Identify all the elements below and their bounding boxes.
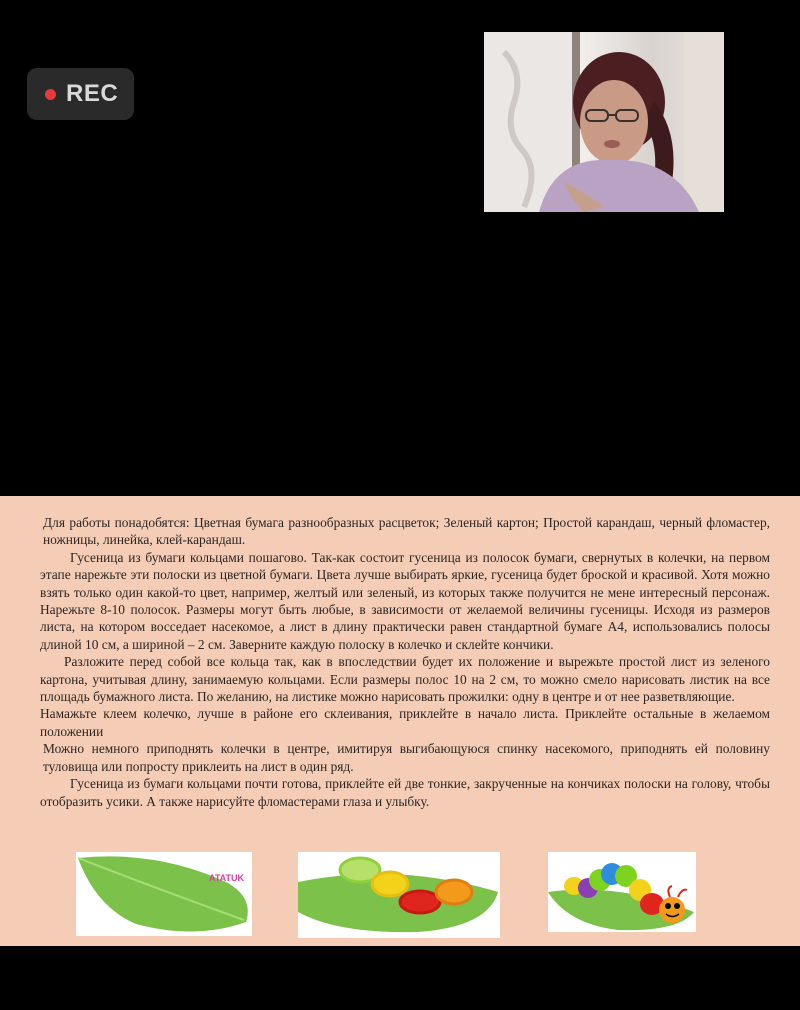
paragraph-step3: Намажьте клеем колечко, лучше в районе его склеивания, приклейте в начало листа. Приклейте остальные в желаемом положении: [40, 706, 770, 739]
recording-indicator: [27, 68, 134, 120]
record-dot-icon: [45, 89, 56, 100]
paragraph-step1: Гусеница из бумаги кольцами пошагово. Так-как состоит гусеница из полосок бумаги, свернутых в колечки, на первом этапе нарежьте эти полоски из цветной бумаги. Цвета лучше выбирать яркие, гусеница будет броской и красивой. Хотя можно взять только один какой-то цвет, например, желтый или зеленый, из которых также получится не мене интересный персонаж. Нарежьте 8-10 полосок. Размеры могут быть любые, в зависимости от желаемой величины гусеницы. Исходя из размеров листа, на котором восседает насекомое, а лист в длину практически равен стандартной бумаге А4, использовались полосы длиной 10 см, а шириной – 2 см. Заверните каждую полоску в колечко и склейте кончики.: [40, 549, 770, 652]
paragraph-step2: Разложите перед собой все кольца так, как в впоследствии будет их положение и вырежьте простой лист из зеленого картона, учитывая длину, занимаемую кольцами. Если размеры полос 10 на 2 см, то можно смело нарисовать листик на все площадь бумажного листа. По желанию, на листике можно нарисовать прожилки: одну в центре и от нее разветвляющие.: [40, 654, 770, 705]
watermark-text: ATATUK: [209, 873, 244, 883]
rings-icon: [298, 852, 500, 938]
paragraph-step4: Можно немного приподнять колечки в центре, имитируя выгибающуюся спинку насекомого, приподнять ей половину туловища или попросту приклеить на лист в один ряд.: [43, 741, 770, 774]
finished-caterpillar-image: [548, 852, 696, 932]
recording-label: REC: [66, 80, 119, 107]
slide-text: [40, 514, 770, 810]
paragraph-materials: Для работы понадобятся: Цветная бумага разнообразных расцветок; Зеленый картон; Простой карандаш, черный фломастер, ножницы, линейка, клей-карандаш.: [43, 515, 770, 548]
participant-video-tile[interactable]: [484, 32, 724, 212]
paragraph-step5: Гусеница из бумаги кольцами почти готова, приклейте ей две тонкие, закрученные на кончиках полоски на голову, чтобы отобразить усики. А также нарисуйте фломастерами глаза и улыбку.: [40, 776, 770, 809]
caterpillar-icon: [548, 852, 696, 932]
green-leaf-image: [76, 852, 252, 936]
rings-on-leaf-image: [298, 852, 500, 938]
presentation-slide: [0, 496, 800, 946]
participant-video-icon: [484, 32, 724, 212]
leaf-icon: [76, 852, 252, 936]
